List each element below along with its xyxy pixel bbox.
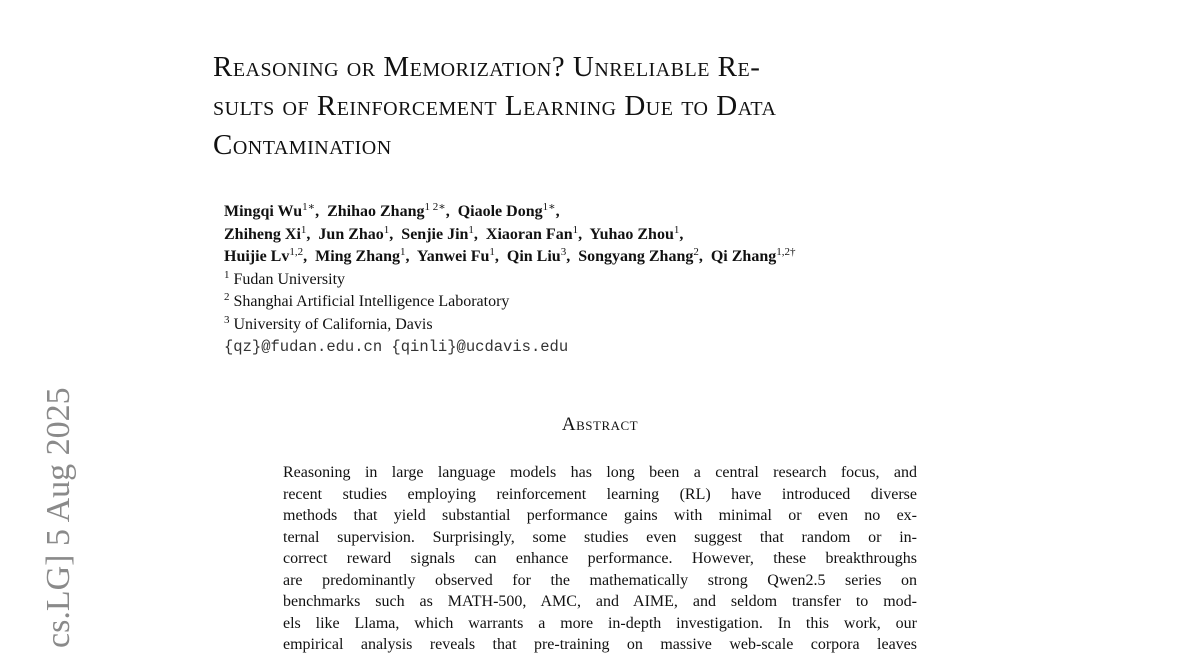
author-separator: ,	[306, 225, 319, 243]
author-affiliation-mark: 1∗	[302, 201, 316, 213]
author-separator: ,	[315, 203, 328, 220]
author-name-text: Yanwei Fu	[416, 248, 490, 265]
abstract-line: empirical analysis reveals that pre-training on massive web-scale corpora leaves	[283, 636, 917, 653]
author-line	[224, 201, 1024, 224]
author-affiliation-mark: 1	[383, 223, 390, 236]
author-name	[315, 248, 405, 265]
abstract-line: correct reward signals can enhance performance. However, these breakthroughs	[283, 550, 917, 567]
affiliation	[224, 314, 1024, 337]
abstract-text	[283, 462, 917, 656]
author-name	[417, 248, 495, 265]
affiliation-list	[224, 269, 1024, 337]
author-name-text: Qin Liu	[506, 248, 561, 265]
affiliation-mark: 1	[224, 268, 230, 281]
author-separator: ,	[473, 225, 486, 243]
author-line	[224, 224, 1024, 247]
author-affiliation-mark: 1	[489, 246, 495, 258]
author-name-text: Huijie Lv	[224, 248, 290, 265]
author-name	[458, 203, 556, 220]
author-separator: ,	[698, 248, 711, 265]
affiliation-name: University of California, Davis	[233, 315, 433, 333]
author-list	[224, 201, 1024, 269]
author-affiliation-mark: 1	[300, 223, 307, 236]
author-separator: ,	[566, 248, 579, 265]
author-affiliation-mark: 1,2†	[776, 246, 796, 258]
author-name	[401, 223, 474, 243]
abstract-line: benchmarks such as MATH-500, AMC, and AIME, and seldom transfer to mod-	[283, 593, 917, 610]
author-name	[711, 248, 796, 265]
author-name-text: Ming Zhang	[315, 248, 401, 265]
author-name	[318, 223, 390, 243]
author-name-text: Zhihao Zhang	[327, 203, 425, 220]
affiliation-mark: 2	[224, 291, 230, 303]
arxiv-stamp-text: cs.LG] 5 Aug 2025	[40, 387, 77, 648]
author-name	[507, 248, 566, 265]
arxiv-identifier-stamp	[28, 340, 78, 648]
abstract-line: ternal supervision. Surprisingly, some studies even suggest that random or in-	[283, 528, 917, 546]
author-name	[224, 203, 315, 220]
author-line	[224, 246, 1024, 269]
author-separator: ,	[389, 225, 402, 243]
author-name	[327, 203, 446, 220]
author-name	[485, 223, 579, 243]
author-name	[224, 223, 307, 243]
author-separator: ,	[303, 248, 316, 265]
abstract-line: Reasoning in large language models has long been a central research focus, and	[283, 464, 917, 481]
affiliation-name: Fudan University	[233, 270, 346, 288]
author-name-text: Zhiheng Xi	[224, 225, 301, 243]
abstract-line: recent studies employing reinforcement learning (RL) have introduced diverse	[283, 485, 917, 503]
author-affiliation-mark: 1	[400, 246, 406, 258]
author-separator: ,	[405, 248, 417, 265]
title-line: Contamination	[213, 129, 392, 161]
author-block	[224, 201, 1024, 359]
author-separator: ,	[555, 203, 560, 220]
author-name	[589, 223, 680, 243]
author-affiliation-mark: 1,2	[289, 246, 304, 258]
title-line: Reasoning or Memorization? Unreliable Re-	[213, 51, 761, 83]
author-name-text: Jun Zhao	[318, 225, 384, 243]
affiliation-name: Shanghai Artificial Intelligence Laboratory	[233, 293, 510, 310]
author-separator: ,	[494, 248, 507, 265]
author-name-text: Yuhao Zhou	[589, 225, 674, 243]
author-separator: ,	[578, 225, 590, 243]
author-name-text: Xiaoran Fan	[485, 225, 573, 243]
abstract-line: els like Llama, which warrants a more in-depth investigation. In this work, our	[283, 614, 917, 632]
author-affiliation-mark: 1 2∗	[424, 201, 446, 213]
affiliation	[224, 291, 1024, 314]
author-affiliation-mark: 1	[572, 223, 579, 236]
author-affiliation-mark: 3	[560, 246, 567, 258]
author-name-text: Qiaole Dong	[457, 203, 543, 220]
abstract-line: methods that yield substantial performance gains with minimal or even no ex-	[283, 507, 917, 524]
affiliation-mark: 3	[224, 313, 230, 326]
author-name-text: Senjie Jin	[401, 225, 469, 243]
abstract-line: are predominantly observed for the mathematically strong Qwen2.5 series on	[283, 571, 917, 589]
author-name	[224, 248, 303, 265]
author-name	[578, 248, 699, 265]
author-affiliation-mark: 1	[673, 223, 680, 236]
title-line: sults of Reinforcement Learning Due to Data	[213, 90, 777, 122]
affiliation	[224, 269, 1024, 292]
author-affiliation-mark: 1∗	[542, 201, 556, 213]
abstract-heading: Abstract	[561, 414, 639, 435]
author-separator: ,	[445, 203, 458, 220]
author-separator: ,	[679, 225, 684, 243]
author-affiliation-mark: 1	[468, 223, 474, 236]
author-name-text: Songyang Zhang	[578, 248, 694, 265]
author-name-text: Mingqi Wu	[224, 203, 303, 220]
author-affiliation-mark: 2	[693, 246, 699, 258]
author-name-text: Qi Zhang	[710, 248, 777, 265]
contact-emails: {qz}@fudan.edu.cn {qinli}@ucdavis.edu	[224, 338, 569, 356]
paper-title	[213, 48, 1013, 165]
